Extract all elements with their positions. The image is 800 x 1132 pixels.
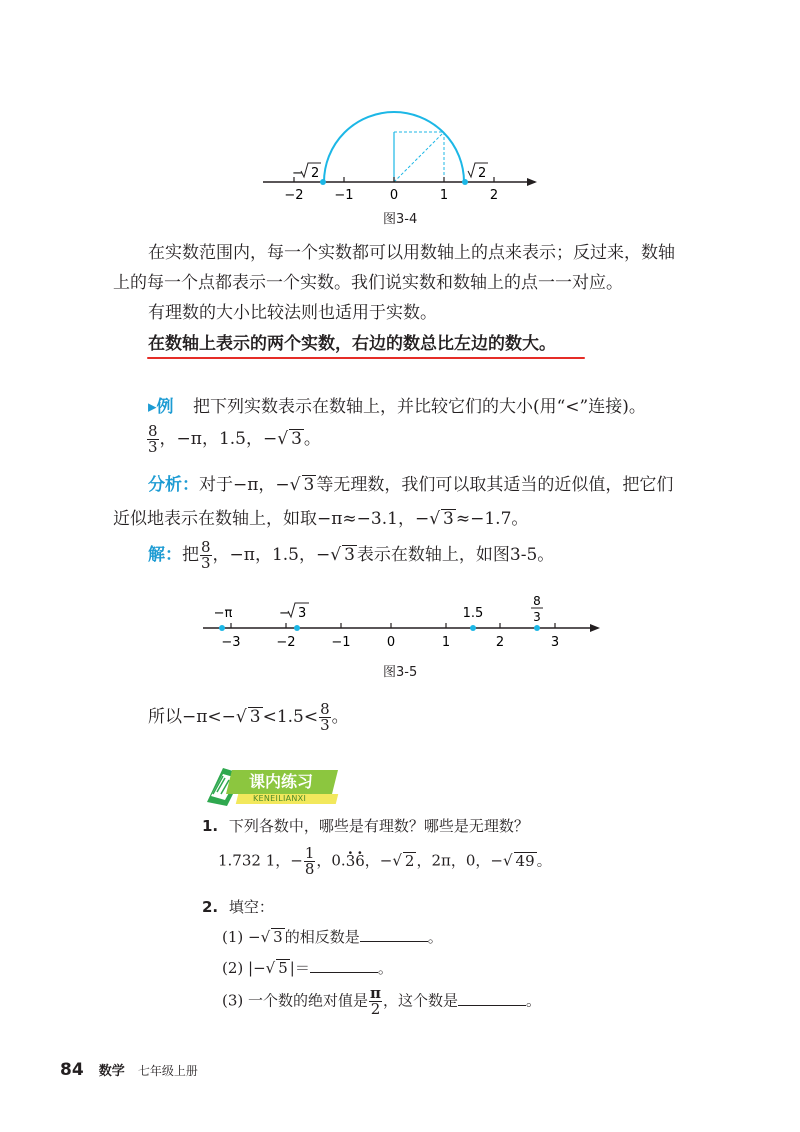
tick-label-2: 2 (489, 188, 499, 203)
question-1 (202, 814, 529, 838)
figure-3-5-number-line (195, 590, 615, 660)
figure-3-4-caption: 图3-4 (383, 212, 418, 227)
intro-line-2: 上的每一个点都表示一个实数。我们说实数和数轴上的点一一对应。 (113, 273, 623, 293)
exercise-title: 课内练习 (249, 772, 314, 791)
question-2-text: 填空： (228, 898, 274, 916)
point-8-3 (534, 625, 540, 631)
point-neg-sqrt3 (294, 625, 300, 631)
point-sqrt2 (462, 179, 468, 185)
intro-line-3: 有理数的大小比较法则也适用于实数。 (148, 303, 437, 323)
analysis-line-2: 近似地表示在数轴上，如取−π≈−3.1，−√ 3 ≈−1.7。 (113, 509, 529, 529)
question-1-list: 1.732 1，− $\frac{1}{8}$ ，0.· 3· 6，−√ 2 ，2π，0，−√ 49 。 (218, 846, 552, 877)
solution-tag: 解： (148, 545, 182, 565)
tick-label-neg1: −1 (334, 188, 354, 203)
question-1-number: 1. (202, 817, 219, 835)
answer-blank-1[interactable] (360, 927, 428, 942)
dashed-diagonal (394, 132, 444, 182)
label-pos-radicand: 2 (478, 166, 487, 181)
footer (60, 1060, 198, 1080)
label-neg-sqrt3-sign: − (279, 606, 290, 621)
tick-label-neg2: −2 (276, 635, 296, 650)
analysis-tag: 分析： (148, 475, 199, 495)
answer-blank-2[interactable] (310, 958, 378, 973)
question-2-sub-3: (3) 一个数的绝对值是 $\frac{\pi}{2}$ ，这个数是 。 (222, 984, 542, 1018)
exercise-badge (203, 766, 338, 806)
tick-label-1: 1 (439, 188, 449, 203)
answer-blank-3[interactable] (458, 991, 526, 1006)
highlight-rule-text: 在数轴上表示的两个实数，右边的数总比左边的数大。 (148, 334, 556, 354)
tick-label-neg1: −1 (331, 635, 351, 650)
point-1-5 (470, 625, 476, 631)
tick-label-2: 2 (495, 635, 505, 650)
solution-line: 解：把 $\frac{8}{3}$ ，−π，1.5，−√ 3 表示在数轴上，如图3-5。 (148, 538, 555, 572)
example-list: $\frac{8}{3}$ ，−π，1.5，−√ 3 。 (148, 422, 321, 456)
axis-arrow (527, 178, 537, 186)
label-frac-num: 8 (533, 594, 541, 608)
label-neg-sign: − (292, 166, 303, 181)
highlight-underline (147, 357, 585, 359)
question-2 (202, 895, 274, 919)
example-tag: ▸例 (148, 397, 174, 417)
point-neg-pi (219, 625, 225, 631)
label-1-5: 1.5 (462, 606, 484, 621)
example-frac-den: 3 (148, 438, 158, 456)
footer-subject: 数学 (98, 1064, 125, 1079)
tick-label-neg3: −3 (221, 635, 241, 650)
question-1-text: 下列各数中，哪些是有理数？哪些是无理数？ (228, 817, 529, 835)
question-2-sub-2: (2) |−√ 5 |＝ 。 (222, 959, 393, 977)
page-number: 84 (60, 1060, 84, 1080)
point-neg-sqrt2 (320, 179, 326, 185)
example-text: 把下列实数表示在数轴上，并比较它们的大小(用“<”连接)。 (192, 397, 646, 417)
tick-label-neg2: −2 (284, 188, 304, 203)
label-neg-pi: −π (213, 606, 233, 621)
highlight-rule (148, 332, 556, 356)
tick-label-3: 3 (550, 635, 560, 650)
label-frac-den: 3 (533, 610, 541, 624)
label-neg-radicand: 2 (311, 166, 320, 181)
question-2-sub-1: (1) −√ 3 的相反数是 。 (222, 928, 443, 946)
figure-3-5-caption: 图3-5 (383, 665, 418, 680)
label-neg-sqrt3-radicand: 3 (298, 606, 307, 621)
intro-line-1: 在实数范围内，每一个实数都可以用数轴上的点来表示；反过来，数轴 (148, 243, 675, 263)
exercise-subtitle: KENEILIANXI (253, 794, 307, 803)
conclusion-line: 所以−π<−√ 3 <1.5< $\frac{8}{3}$ 。 (148, 700, 349, 734)
question-2-number: 2. (202, 898, 219, 916)
example-frac-num: 8 (148, 422, 158, 440)
axis-arrow (590, 624, 600, 632)
example-line (148, 392, 646, 422)
tick-label-0: 0 (389, 188, 399, 203)
tick-label-1: 1 (441, 635, 451, 650)
tick-label-0: 0 (386, 635, 396, 650)
footer-grade: 七年级上册 (137, 1064, 198, 1078)
analysis-line-1: 分析：对于−π，−√ 3 等无理数，我们可以取其适当的近似值，把它们 (148, 475, 674, 495)
